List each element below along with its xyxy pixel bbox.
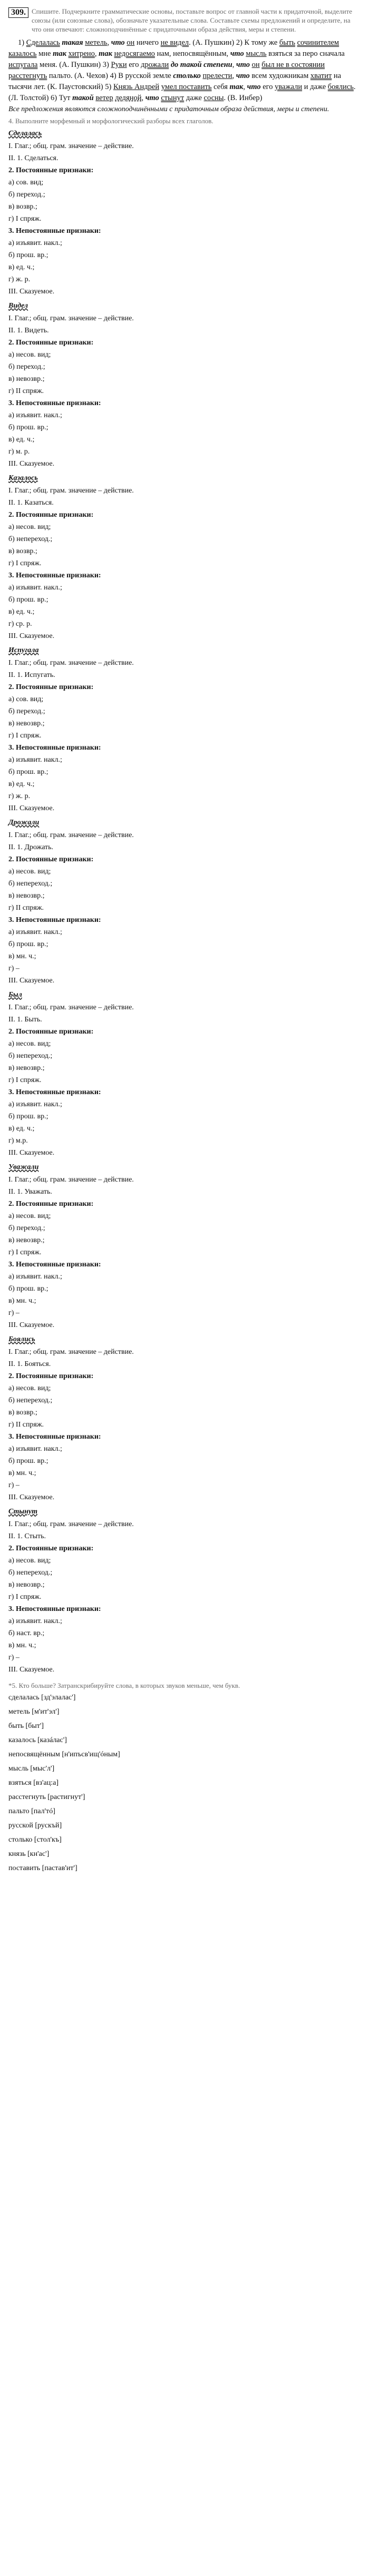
- task-number: 309.: [8, 7, 28, 18]
- feature-line: а) сов. вид;: [8, 695, 44, 703]
- verb-analysis-list: [8, 130, 361, 1676]
- sentence-text: 1): [18, 38, 26, 47]
- feature-line: г) м. р.: [8, 447, 30, 456]
- marked-word: столько: [173, 71, 201, 80]
- verb-title: Боялись: [8, 1335, 35, 1343]
- verb-block: [8, 130, 361, 298]
- feature-line: в) невозвр.;: [8, 1580, 45, 1589]
- verb-title: Видел: [8, 301, 28, 310]
- verb-title: Дрожали: [8, 818, 40, 827]
- feature-line: в) ед. ч.;: [8, 607, 35, 616]
- verb-block: [8, 1508, 361, 1676]
- transcription-item: столько [стол'къ]: [8, 1835, 62, 1844]
- feature-line: а) изъявит. накл.;: [8, 239, 62, 247]
- feature-heading: 3. Непостоянные признаки:: [8, 916, 101, 924]
- feature-line: в) мн. ч.;: [8, 1469, 36, 1477]
- feature-line: I. Глаг.; общ. грам. значение – действие.: [8, 658, 134, 667]
- sentence-text: ,: [107, 38, 111, 47]
- feature-line: в) невозвр.;: [8, 891, 45, 900]
- sentence-text: взяться за перо сначала: [266, 49, 345, 58]
- feature-line: а) изъявит. накл.;: [8, 1100, 62, 1108]
- transcription-item: непосвящённым [н'ипъсв'ищ'óным]: [8, 1750, 120, 1758]
- feature-line: б) переход.;: [8, 362, 45, 371]
- marked-word: расстегнуть: [8, 71, 47, 80]
- sentence-text: ,: [232, 60, 236, 69]
- feature-line: г) I спряж.: [8, 559, 42, 567]
- transcription-item: князь [кн'ас']: [8, 1850, 50, 1858]
- transcription-item: быть [быт']: [8, 1722, 44, 1730]
- feature-line: г) ж. р.: [8, 792, 31, 800]
- feature-heading: 3. Непостоянные признаки:: [8, 1088, 101, 1096]
- marked-word: он: [127, 38, 135, 47]
- marked-word: казалось: [8, 49, 37, 58]
- feature-heading: 2. Постоянные признаки:: [8, 338, 94, 347]
- marked-word: умел поставить: [161, 82, 212, 91]
- marked-word: был не в состоянии: [261, 60, 325, 69]
- feature-line: II. 1. Казаться.: [8, 498, 54, 507]
- feature-line: а) несов. вид;: [8, 1384, 51, 1392]
- transcription-list: [8, 1690, 361, 1875]
- feature-line: б) прош. вр.;: [8, 595, 48, 604]
- marked-word: Князь Андрей: [113, 82, 160, 91]
- feature-line: г) м.р.: [8, 1136, 28, 1145]
- feature-heading: 2. Постоянные признаки:: [8, 1199, 94, 1208]
- sentence-text: ,: [94, 49, 99, 58]
- feature-line: б) прош. вр.;: [8, 1112, 48, 1120]
- feature-line: б) прош. вр.;: [8, 940, 48, 948]
- feature-line: б) наст. вр.;: [8, 1629, 45, 1637]
- feature-line: а) изъявит. накл.;: [8, 583, 62, 592]
- sentence-text: ,: [243, 82, 247, 91]
- feature-line: III. Сказуемое.: [8, 1493, 55, 1501]
- feature-line: в) ед. ч.;: [8, 780, 35, 788]
- feature-line: а) несов. вид;: [8, 523, 51, 531]
- feature-line: г) I спряж.: [8, 1592, 42, 1601]
- marked-word: такой: [72, 93, 94, 102]
- sentence-text: и даже: [302, 82, 328, 91]
- feature-line: II. 1. Быть.: [8, 1015, 42, 1024]
- marked-word: хитрено: [68, 49, 95, 58]
- feature-heading: 3. Непостоянные признаки:: [8, 1432, 101, 1441]
- feature-line: б) переход.;: [8, 1224, 45, 1232]
- feature-line: г) II спряж.: [8, 1420, 44, 1429]
- feature-line: а) несов. вид;: [8, 867, 51, 876]
- transcription-item: казалось [казáлас']: [8, 1736, 67, 1744]
- feature-line: г) I спряж.: [8, 1248, 42, 1256]
- marked-word: метель: [85, 38, 108, 47]
- feature-line: III. Сказуемое.: [8, 976, 55, 985]
- marked-word: прелести: [202, 71, 232, 80]
- verb-block: [8, 1335, 361, 1503]
- exercise-sentences: [8, 37, 361, 104]
- feature-line: I. Глаг.; общ. грам. значение – действие.: [8, 1348, 134, 1356]
- marked-word: такая: [62, 38, 83, 47]
- feature-line: I. Глаг.; общ. грам. значение – действие.: [8, 142, 134, 150]
- feature-line: б) прош. вр.;: [8, 1457, 48, 1465]
- feature-line: II. 1. Бояться.: [8, 1360, 51, 1368]
- feature-line: III. Сказуемое.: [8, 1665, 55, 1674]
- feature-heading: 3. Непостоянные признаки:: [8, 399, 101, 407]
- feature-line: а) изъявит. накл.;: [8, 755, 62, 764]
- feature-line: г) I спряж.: [8, 1076, 42, 1084]
- task-instruction: Спишите. Подчеркните грамматические основы, поставьте вопрос от главной части к придаточной, выделите союзы (или союзные слова), обозначьте указательные слова. Составьте схемы предложений и определите, на что они отвечают: сложноподчинённые с придаточными образа действия, меры и степени.: [32, 7, 353, 33]
- feature-line: III. Сказуемое.: [8, 459, 55, 468]
- task-note: 4. Выполните морфемный и морфологический разборы всех глаголов.: [8, 116, 213, 125]
- transcription-item: метель [м'ит'эл']: [8, 1707, 60, 1716]
- marked-word: мысль: [246, 49, 267, 58]
- verb-block: [8, 302, 361, 470]
- feature-line: б) переход.;: [8, 190, 45, 199]
- marked-word: что: [111, 38, 125, 47]
- feature-line: а) сов. вид;: [8, 178, 44, 186]
- feature-line: г) –: [8, 1653, 20, 1661]
- feature-line: б) прош. вр.;: [8, 1284, 48, 1293]
- marked-word: он: [251, 60, 260, 69]
- marked-word: дрожали: [141, 60, 169, 69]
- feature-line: г) II спряж.: [8, 387, 44, 395]
- feature-heading: 3. Непостоянные признаки:: [8, 1260, 101, 1269]
- feature-heading: 2. Постоянные признаки:: [8, 1372, 94, 1380]
- feature-line: а) несов. вид;: [8, 350, 51, 359]
- transcription-heading: *5. Кто больше? Затранскрибируйте слова, в которых звуков меньше, чем букв.: [8, 1681, 240, 1689]
- feature-heading: 2. Постоянные признаки:: [8, 855, 94, 863]
- feature-line: I. Глаг.; общ. грам. значение – действие.: [8, 1003, 134, 1011]
- feature-line: г) –: [8, 1481, 20, 1489]
- sentence-text: ничего: [134, 38, 161, 47]
- feature-line: III. Сказуемое.: [8, 632, 55, 640]
- feature-line: в) невозвр.;: [8, 1064, 45, 1072]
- feature-line: б) непереход.;: [8, 535, 53, 543]
- sentence-text: . (В. Инбер): [224, 93, 263, 102]
- sentence-text: нам, непосвящённым,: [154, 49, 230, 58]
- verb-title: Сделалась: [8, 129, 42, 137]
- marked-word: так: [53, 49, 66, 58]
- marked-word: недосягаемо: [114, 49, 155, 58]
- feature-line: II. 1. Видеть.: [8, 326, 49, 335]
- transcription-item: русской [рускъй]: [8, 1821, 62, 1830]
- marked-word: испугала: [8, 60, 38, 69]
- verb-block: [8, 991, 361, 1159]
- feature-heading: 2. Постоянные признаки:: [8, 683, 94, 691]
- sentence-text: даже: [184, 93, 204, 102]
- feature-line: б) непереход.;: [8, 1568, 53, 1577]
- feature-line: г) –: [8, 964, 20, 972]
- feature-line: б) прош. вр.;: [8, 251, 48, 259]
- marked-word: стынут: [161, 93, 184, 102]
- marked-word: уважали: [275, 82, 303, 91]
- feature-line: в) возвр.;: [8, 547, 37, 555]
- feature-line: б) непереход.;: [8, 879, 53, 888]
- feature-heading: 3. Непостоянные признаки:: [8, 571, 101, 579]
- sentence-text: мне: [36, 49, 53, 58]
- feature-line: в) возвр.;: [8, 202, 37, 211]
- marked-word: сочинителем: [297, 38, 339, 47]
- feature-line: I. Глаг.; общ. грам. значение – действие.: [8, 831, 134, 839]
- verb-title: Уважали: [8, 1163, 39, 1171]
- feature-line: в) невозвр.;: [8, 719, 45, 727]
- feature-line: в) мн. ч.;: [8, 952, 36, 960]
- marked-word: до такой степени: [170, 60, 232, 69]
- transcription-item: мысль [мыс'л']: [8, 1764, 55, 1773]
- marked-word: так: [229, 82, 244, 91]
- feature-line: в) невозвр.;: [8, 1236, 45, 1244]
- feature-line: в) ед. ч.;: [8, 263, 35, 271]
- feature-line: II. 1. Стыть.: [8, 1532, 46, 1540]
- conclusion: Все предложения являются сложноподчинёнными с придаточным образа действия, меры и степени.: [8, 105, 329, 113]
- marked-word: быть: [279, 38, 295, 47]
- sentence-text: его: [260, 82, 275, 91]
- feature-line: а) изъявит. накл.;: [8, 1444, 62, 1453]
- feature-line: I. Глаг.; общ. грам. значение – действие.: [8, 1520, 134, 1528]
- marked-word: ветер: [95, 93, 113, 102]
- feature-line: I. Глаг.; общ. грам. значение – действие.: [8, 1175, 134, 1184]
- feature-line: а) изъявит. накл.;: [8, 928, 62, 936]
- feature-line: а) несов. вид;: [8, 1212, 51, 1220]
- feature-heading: 2. Постоянные признаки:: [8, 1027, 94, 1036]
- marked-word: что: [236, 60, 250, 69]
- task-header: [8, 7, 361, 34]
- feature-heading: 3. Непостоянные признаки:: [8, 1605, 101, 1613]
- sentence-text: . (Л. Толстой) 6) Тут: [8, 82, 356, 102]
- feature-line: в) мн. ч.;: [8, 1641, 36, 1649]
- feature-line: III. Сказуемое.: [8, 1148, 55, 1157]
- feature-line: а) изъявит. накл.;: [8, 1272, 62, 1281]
- feature-line: г) I спряж.: [8, 731, 42, 740]
- marked-word: хватит: [310, 71, 332, 80]
- feature-line: г) –: [8, 1309, 20, 1317]
- marked-word: не видел: [160, 38, 189, 47]
- marked-word: что: [247, 82, 261, 91]
- marked-word: боялись: [327, 82, 354, 91]
- sentence-text: всем художникам: [249, 71, 310, 80]
- feature-line: б) прош. вр.;: [8, 423, 48, 431]
- sentence-text: ,: [141, 93, 145, 102]
- feature-heading: 2. Постоянные признаки:: [8, 166, 94, 174]
- verb-block: [8, 819, 361, 987]
- feature-line: б) непереход.;: [8, 1051, 53, 1060]
- marked-word: что: [145, 93, 159, 102]
- feature-line: а) изъявит. накл.;: [8, 411, 62, 419]
- marked-word: что: [236, 71, 250, 80]
- feature-line: III. Сказуемое.: [8, 1321, 55, 1329]
- feature-line: II. 1. Дрожать.: [8, 843, 54, 851]
- sentence-text: себя: [211, 82, 230, 91]
- feature-line: II. 1. Сделаться.: [8, 154, 59, 162]
- marked-word: ледяной: [115, 93, 142, 102]
- feature-line: а) несов. вид;: [8, 1039, 51, 1048]
- sentence-text: . (А. Пушкин) 2) К тому же: [189, 38, 279, 47]
- sentence-text: на тысячи лет. (К. Паустовский) 5): [8, 71, 342, 91]
- verb-title: Стынут: [8, 1507, 38, 1516]
- marked-word: сосны: [203, 93, 224, 102]
- feature-line: I. Глаг.; общ. грам. значение – действие.: [8, 486, 134, 495]
- verb-block: [8, 474, 361, 642]
- feature-line: в) возвр.;: [8, 1408, 37, 1417]
- verb-block: [8, 1163, 361, 1331]
- feature-line: в) мн. ч.;: [8, 1296, 36, 1305]
- sentence-text: его: [127, 60, 141, 69]
- transcription-item: пальто [пал'тó]: [8, 1807, 55, 1815]
- feature-line: а) несов. вид;: [8, 1556, 51, 1565]
- verb-title: Испугала: [8, 646, 39, 654]
- feature-line: в) ед. ч.;: [8, 1124, 35, 1133]
- feature-line: I. Глаг.; общ. грам. значение – действие.: [8, 314, 134, 322]
- feature-line: б) непереход.;: [8, 1396, 53, 1404]
- marked-word: Руки: [111, 60, 127, 69]
- marked-word: так: [99, 49, 112, 58]
- feature-heading: 3. Непостоянные признаки:: [8, 743, 101, 752]
- transcription-item: расстегнуть [растигнут']: [8, 1793, 85, 1801]
- feature-line: г) I спряж.: [8, 214, 42, 223]
- feature-line: II. 1. Испугать.: [8, 671, 55, 679]
- transcription-item: сделалась [зд'элалас']: [8, 1693, 76, 1702]
- feature-line: б) прош. вр.;: [8, 768, 48, 776]
- transcription-item: взяться [вз'ац:а]: [8, 1778, 59, 1787]
- feature-line: в) невозвр.;: [8, 375, 45, 383]
- feature-line: б) переход.;: [8, 707, 45, 715]
- feature-line: III. Сказуемое.: [8, 287, 55, 296]
- marked-word: Сделалась: [26, 38, 60, 47]
- feature-line: г) II спряж.: [8, 903, 44, 912]
- feature-line: III. Сказуемое.: [8, 804, 55, 812]
- sentence-text: пальто. (А. Чехов) 4) В русской земле: [47, 71, 173, 80]
- verb-title: Был: [8, 990, 22, 999]
- marked-word: что: [230, 49, 244, 58]
- feature-heading: 2. Постоянные признаки:: [8, 1544, 94, 1552]
- feature-heading: 2. Постоянные признаки:: [8, 510, 94, 519]
- feature-line: II. 1. Уважать.: [8, 1187, 52, 1196]
- verb-title: Казалось: [8, 474, 38, 482]
- feature-line: а) изъявит. накл.;: [8, 1617, 62, 1625]
- feature-line: в) ед. ч.;: [8, 435, 35, 444]
- verb-block: [8, 646, 361, 814]
- feature-line: г) ср. р.: [8, 620, 32, 628]
- feature-heading: 3. Непостоянные признаки:: [8, 227, 101, 235]
- feature-line: г) ж. р.: [8, 275, 31, 283]
- sentence-text: меня. (А. Пушкин) 3): [37, 60, 111, 69]
- sentence-text: ,: [232, 71, 236, 80]
- transcription-item: поставить [пастав'ит']: [8, 1864, 77, 1872]
